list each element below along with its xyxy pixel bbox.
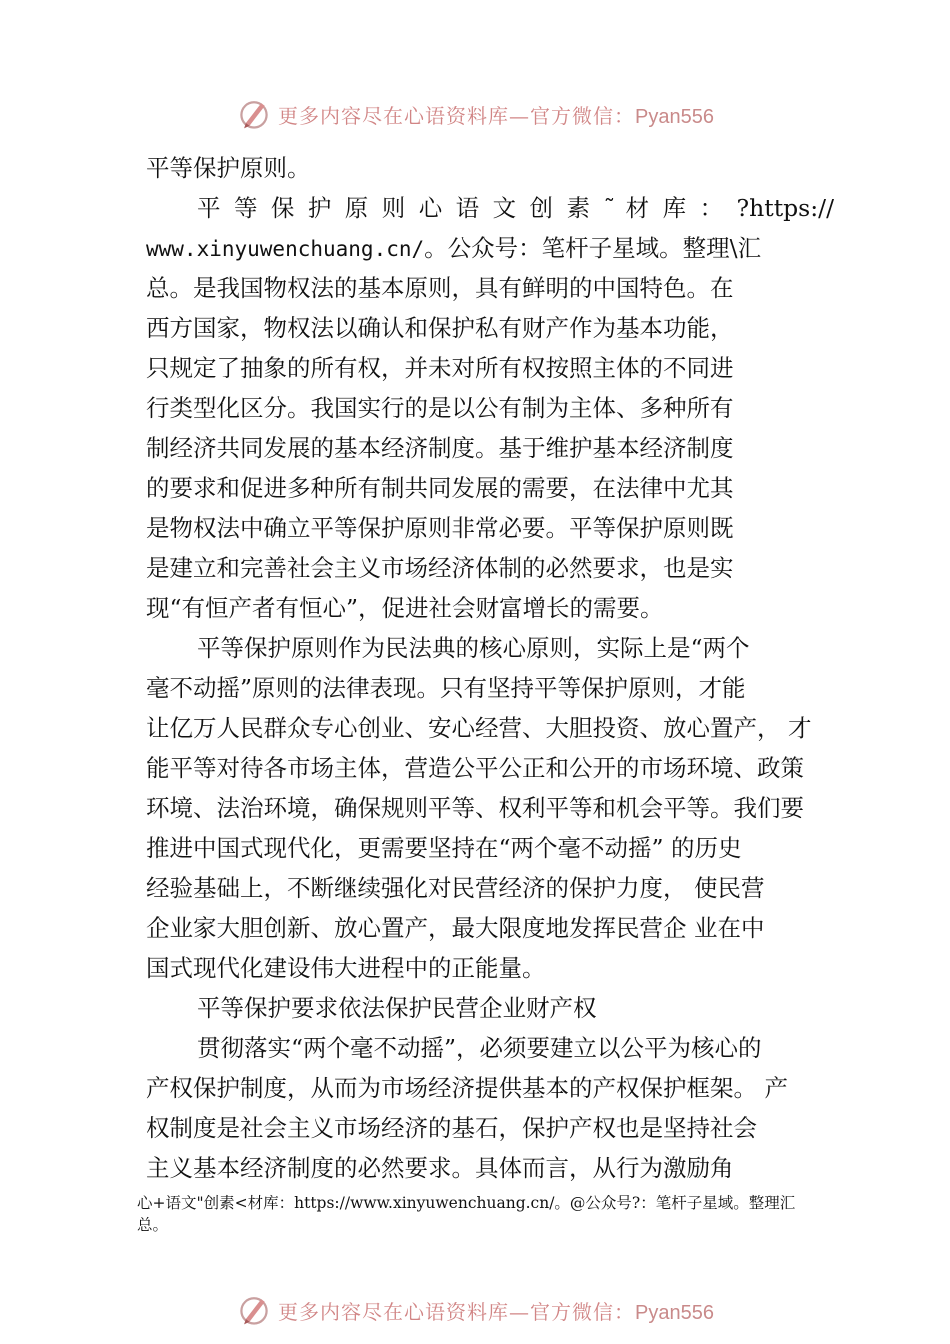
- line-rest: 。公众号：笔杆子星域。整理\汇: [424, 234, 762, 262]
- text-line: 只规定了抽象的所有权，并未对所有权按照主体的不同进: [146, 354, 734, 382]
- text-line: 贯彻落实“两个毫不动摇”，必须要建立以公平为核心的: [197, 1034, 762, 1062]
- footer-note: [137, 1192, 837, 1236]
- header-banner: [0, 94, 950, 134]
- text-line: 是物权法中确立平等保护原则非常必要。平等保护原则既: [146, 514, 734, 542]
- text-line: 行类型化区分。我国实行的是以公有制为主体、多种所有: [146, 394, 734, 422]
- pen-logo-icon: [236, 96, 272, 132]
- text-line: 平等保护原则。: [146, 154, 311, 182]
- text-line: 现“有恒产者有恒心”，促进社会财富增长的需要。: [146, 594, 664, 622]
- text-line: [146, 228, 834, 268]
- footer-line-2: 总。: [137, 1216, 169, 1234]
- text-line: 产权保护制度，从而为市场经济提供基本的产权保护框架。 产: [146, 1074, 788, 1102]
- text-line: 主义基本经济制度的必然要求。具体而言，从行为激励角: [146, 1154, 734, 1182]
- text-line: 能平等对待各市场主体，营造公平公正和公开的市场环境、政策: [146, 754, 804, 782]
- text-line: 的要求和促进多种所有制共同发展的需要，在法律中尤其: [146, 474, 734, 502]
- text-line: 平等保护原则作为民法典的核心原则，实际上是“两个: [197, 634, 750, 662]
- text-line: 平等保护要求依法保护民营企业财产权: [197, 994, 597, 1022]
- text-line: 平 等 保 护 原 则 心 语 文 创 素 ˜ 材 库 ： ?https://: [197, 194, 834, 222]
- text-line: 让亿万人民群众专心创业、安心经营、大胆投资、放心置产， 才: [146, 714, 812, 742]
- pen-logo-icon: [236, 1292, 272, 1328]
- banner-text: 更多内容尽在心语资料库—官方微信：Pyan556: [278, 1299, 714, 1324]
- text-line: 总。是我国物权法的基本原则，具有鲜明的中国特色。在: [146, 274, 734, 302]
- footer-banner: [0, 1290, 950, 1330]
- text-line: 西方国家，物权法以确认和保护私有财产作为基本功能，: [146, 314, 734, 342]
- text-line: 经验基础上，不断继续强化对民营经济的保护力度， 使民营: [146, 874, 765, 902]
- text-line: 权制度是社会主义市场经济的基石，保护产权也是坚持社会: [146, 1114, 757, 1142]
- banner-wechat-id: Pyan556: [635, 1301, 714, 1324]
- text-line: 是建立和完善社会主义市场经济体制的必然要求，也是实: [146, 554, 734, 582]
- url-text: www.xinyuwenchuang.cn/: [146, 237, 425, 261]
- text-line: 企业家大胆创新、放心置产，最大限度地发挥民营企 业在中: [146, 914, 765, 942]
- document-body: [146, 148, 834, 1188]
- text-line: 国式现代化建设伟大进程中的正能量。: [146, 954, 546, 982]
- banner-wechat-id: Pyan556: [635, 105, 714, 128]
- text-line: 环境、法治环境，确保规则平等、权利平等和机会平等。我们要: [146, 794, 804, 822]
- footer-line-1: 心+语文"创素<材库：https://www.xinyuwenchuang.cn/。@公众号?：笔杆子星域。整理汇: [137, 1194, 796, 1212]
- text-line: 毫不动摇”原则的法律表现。只有坚持平等保护原则，才能: [146, 674, 746, 702]
- text-line: 制经济共同发展的基本经济制度。基于维护基本经济制度: [146, 434, 734, 462]
- banner-text: 更多内容尽在心语资料库—官方微信：Pyan556: [278, 103, 714, 128]
- text-line: 推进中国式现代化，更需要坚持在“两个毫不动摇” 的历史: [146, 834, 742, 862]
